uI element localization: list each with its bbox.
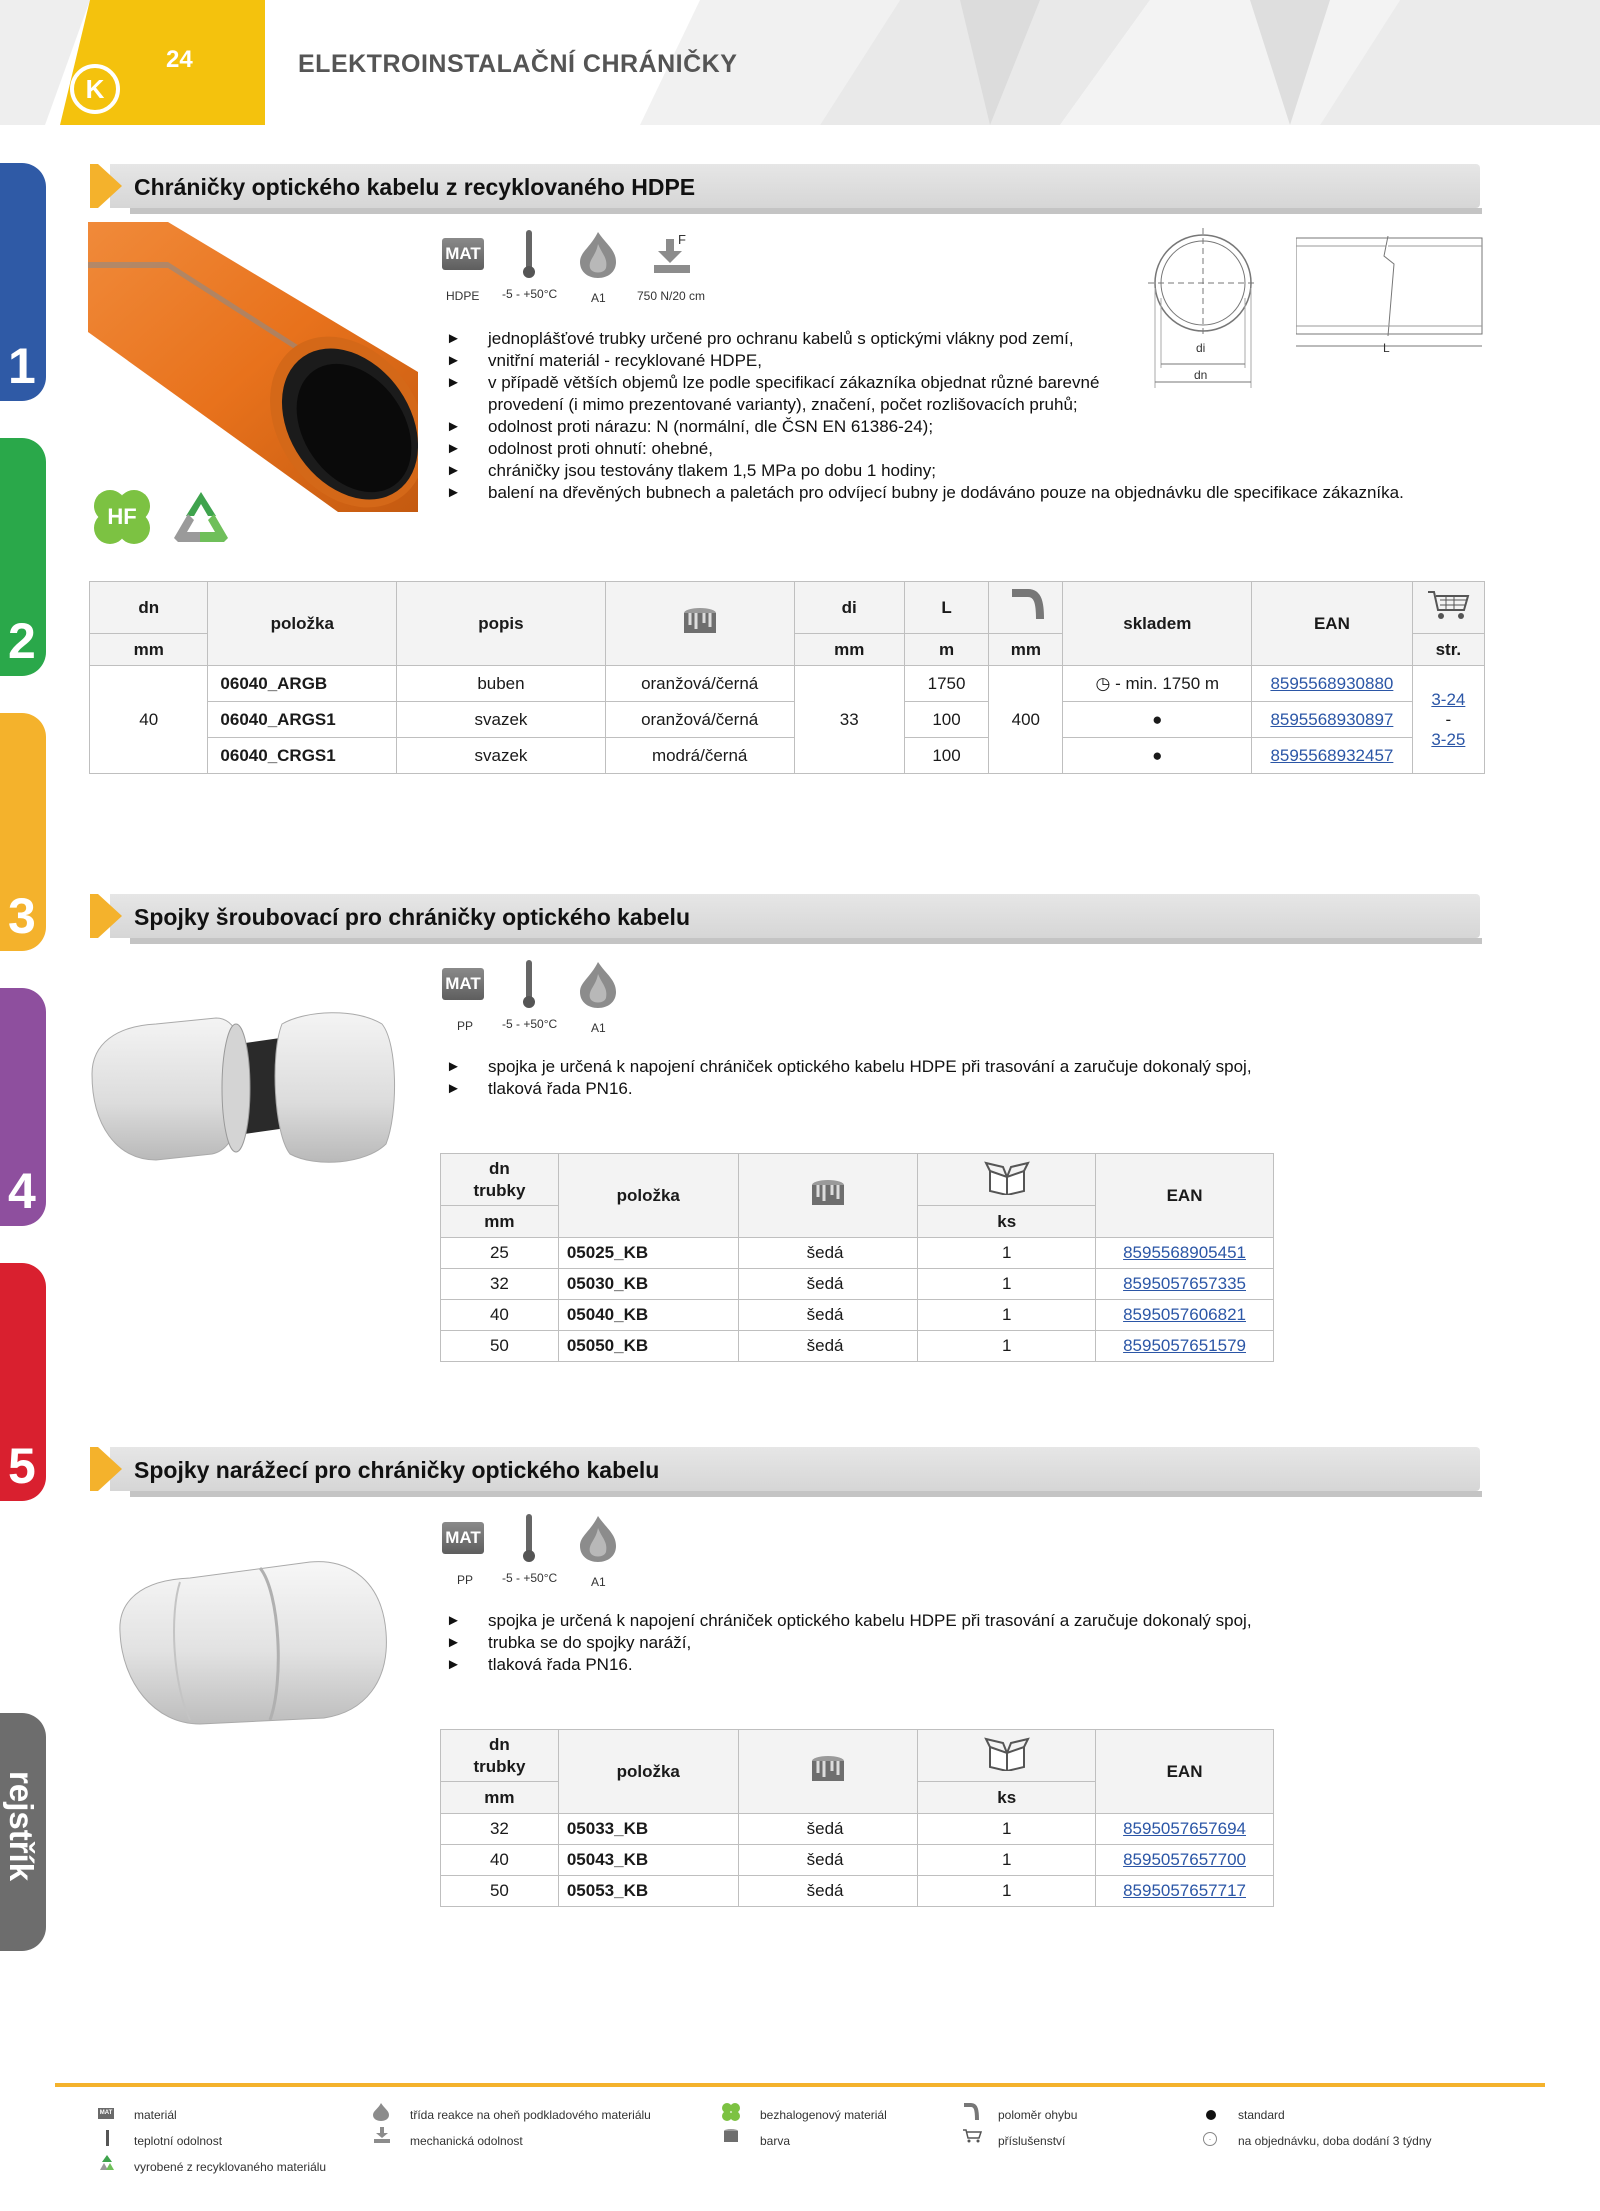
- cell-polozka: 05040_KB: [558, 1300, 738, 1331]
- section-header-push-couplings: [90, 1447, 1490, 1497]
- col-color: [738, 1730, 918, 1814]
- side-tab-label: 2: [8, 613, 36, 669]
- col-di: di: [794, 582, 904, 634]
- cell-dn: 40: [441, 1300, 559, 1331]
- table-row: [90, 738, 1485, 774]
- color-icon: [722, 2128, 740, 2144]
- unit-di: mm: [794, 634, 904, 666]
- table-row: [441, 1269, 1274, 1300]
- thermometer-icon: [522, 1514, 536, 1564]
- color-icon: [808, 1177, 848, 1209]
- cell-ean[interactable]: [1096, 1876, 1274, 1907]
- cell-dn: 25: [441, 1238, 559, 1269]
- list-item: ► balení na dřevěných bubnech a paletách pro odvíjecí bubny je dodáváno pouze na objednávku dle specifikace zákazníka.: [446, 482, 1476, 504]
- cell-color: modrá/černá: [605, 738, 794, 774]
- col-dn-trubky: [441, 1730, 559, 1782]
- drawing-label-dn: dn: [1194, 368, 1208, 382]
- table-row: [441, 1845, 1274, 1876]
- cell-ks: 1: [918, 1238, 1096, 1269]
- screw-coupling-image: [86, 1004, 398, 1172]
- cell-L: 1750: [904, 666, 988, 702]
- ean-link[interactable]: 8595057657694: [1123, 1819, 1246, 1838]
- section-header-screw-couplings: [90, 894, 1490, 944]
- dn-label: dn: [489, 1734, 510, 1754]
- flame-icon: [372, 2102, 390, 2122]
- col-polozka: položka: [208, 582, 397, 666]
- unit-ks: ks: [918, 1206, 1096, 1238]
- cell-dn: 32: [441, 1814, 559, 1845]
- mechanical-value: 750 N/20 cm: [637, 289, 706, 303]
- side-tab-index[interactable]: [0, 1713, 46, 1951]
- cell-popis: svazek: [397, 738, 606, 774]
- side-tab-5[interactable]: [0, 1263, 46, 1501]
- color-icon: [680, 605, 720, 637]
- page-header: [0, 0, 1600, 125]
- ean-link[interactable]: 8595568930880: [1270, 673, 1394, 693]
- cell-popis: svazek: [397, 702, 606, 738]
- list-item: ► spojka je určená k napojení chrániček optického kabelu HDPE při trasování a zaručuje dokonalý spoj,: [446, 1056, 1446, 1078]
- legend-mechanical: mechanická odolnost: [410, 2134, 523, 2148]
- cell-dn: 50: [441, 1331, 559, 1362]
- unit-dn: mm: [441, 1782, 559, 1814]
- col-dn: dn: [90, 582, 208, 634]
- cell-polozka: 05025_KB: [558, 1238, 738, 1269]
- cell-bend: 400: [989, 666, 1063, 774]
- material-icon: MAT: [98, 2108, 114, 2119]
- halogen-free-icon: [92, 488, 152, 546]
- cart-icon: [962, 2128, 982, 2144]
- cell-ean[interactable]: [1252, 702, 1413, 738]
- ean-link[interactable]: 8595057651579: [1123, 1336, 1246, 1355]
- table-row: [441, 1331, 1274, 1362]
- section-title: Spojky narážecí pro chráničky optického kabelu: [134, 1457, 660, 1483]
- material-value: PP: [457, 1019, 474, 1033]
- col-package: [918, 1154, 1096, 1206]
- legend-material: materiál: [134, 2108, 177, 2122]
- cell-di: 33: [794, 666, 904, 774]
- list-item: ► v případě větších objemů lze podle specifikací zákazníka objednat různé barevné provedení (i mimo prezentované varianty), značení, počet rozlišovacích pruhů;: [446, 372, 1146, 416]
- table-row: [441, 1876, 1274, 1907]
- thermometer-icon: [522, 230, 536, 280]
- list-item: ► tlaková řada PN16.: [446, 1078, 1446, 1100]
- cell-color: oranžová/černá: [605, 702, 794, 738]
- ean-link[interactable]: 8595568905451: [1123, 1243, 1246, 1262]
- cell-dn: 40: [90, 666, 208, 774]
- side-tab-4[interactable]: [0, 988, 46, 1226]
- cell-ean[interactable]: [1096, 1845, 1274, 1876]
- unit-dn: mm: [90, 634, 208, 666]
- cell-str: [1412, 666, 1484, 774]
- halogen-free-icon: [721, 2102, 741, 2122]
- ean-link[interactable]: 8595057657700: [1123, 1850, 1246, 1869]
- table-row: [90, 702, 1485, 738]
- cell-ean[interactable]: [1096, 1814, 1274, 1845]
- drawing-label-L: L: [1383, 341, 1390, 355]
- recycled-icon: [98, 2154, 116, 2172]
- col-ean: EAN: [1096, 1730, 1274, 1814]
- ean-link[interactable]: 8595568930897: [1270, 709, 1394, 729]
- side-tab-label: 5: [8, 1438, 36, 1494]
- bend-radius-icon: [1008, 587, 1044, 623]
- material-value: HDPE: [446, 289, 480, 303]
- ean-link[interactable]: 8595057657335: [1123, 1274, 1246, 1293]
- cell-polozka: 06040_CRGS1: [208, 738, 397, 774]
- legend-temperature: teplotní odolnost: [134, 2134, 223, 2148]
- page-number: 24: [166, 46, 193, 73]
- cell-color: šedá: [738, 1876, 918, 1907]
- cell-ks: 1: [918, 1845, 1096, 1876]
- material-value: PP: [457, 1573, 474, 1587]
- trubky-label: trubky: [473, 1756, 526, 1776]
- cell-color: šedá: [738, 1814, 918, 1845]
- table-row: [441, 1814, 1274, 1845]
- list-item: ► tlaková řada PN16.: [446, 1654, 1446, 1676]
- list-item: ► odolnost proti nárazu: N (normální, dle ČSN EN 61386-24);: [446, 416, 1476, 438]
- legend-fire: třída reakce na oheň podkladového materiálu: [410, 2108, 651, 2122]
- material-icon: MAT: [442, 1522, 484, 1554]
- force-label: F: [678, 232, 686, 247]
- cell-ks: 1: [918, 1876, 1096, 1907]
- push-coupling-image: [110, 1552, 398, 1732]
- legend-color: barva: [760, 2134, 791, 2148]
- cell-ks: 1: [918, 1331, 1096, 1362]
- legend-halogen-free: bezhalogenový materiál: [760, 2108, 887, 2122]
- dn-label: dn: [489, 1158, 510, 1178]
- col-L: L: [904, 582, 988, 634]
- standard-dot-icon: [1206, 2110, 1216, 2120]
- cell-ean[interactable]: [1252, 666, 1413, 702]
- unit-bend: mm: [989, 634, 1063, 666]
- cell-polozka: 05030_KB: [558, 1269, 738, 1300]
- clock-icon: ·: [1203, 2132, 1217, 2146]
- ean-link[interactable]: 8595057657717: [1123, 1881, 1246, 1900]
- list-item: ► vnitřní materiál - recyklované HDPE,: [446, 350, 1476, 372]
- col-package: [918, 1730, 1096, 1782]
- cell-color: šedá: [738, 1331, 918, 1362]
- flame-icon: [576, 960, 620, 1010]
- side-tab-label: 4: [8, 1163, 36, 1219]
- color-icon: [808, 1753, 848, 1785]
- mechanical-resistance-icon: [372, 2126, 392, 2144]
- temperature-value: -5 - +50°C: [502, 1017, 558, 1031]
- col-skladem: skladem: [1063, 582, 1252, 666]
- recycled-icon: [168, 488, 234, 548]
- unit-ks: ks: [918, 1782, 1096, 1814]
- col-accessories: [1412, 582, 1484, 634]
- col-color: [605, 582, 794, 666]
- cell-ean[interactable]: [1096, 1269, 1274, 1300]
- cell-popis: buben: [397, 666, 606, 702]
- cell-ean[interactable]: [1096, 1331, 1274, 1362]
- side-tab-label: 3: [8, 888, 36, 944]
- section-title: Chráničky optického kabelu z recyklovaného HDPE: [134, 174, 696, 200]
- hdpe-products-table: [89, 581, 1485, 774]
- box-icon: [984, 1735, 1030, 1771]
- legend-accessories: příslušenství: [998, 2134, 1066, 2148]
- legend-bend-radius: poloměr ohybu: [998, 2108, 1078, 2122]
- screw-coupling-features-list: [446, 1056, 1446, 1100]
- header-background-polygons: [0, 0, 1600, 125]
- page-range-separator: -: [1445, 709, 1452, 729]
- drawing-label-di: di: [1196, 341, 1206, 355]
- list-item: ► jednoplášťové trubky určené pro ochranu kabelů s optickými vlákny pod zemí,: [446, 328, 1476, 350]
- chapter-title: ELEKTROINSTALAČNÍ CHRÁNIČKY: [298, 50, 738, 78]
- cell-color: šedá: [738, 1300, 918, 1331]
- cell-ean[interactable]: [1096, 1300, 1274, 1331]
- thermometer-icon: [106, 2130, 109, 2146]
- flame-icon: [576, 1514, 620, 1564]
- list-item: ► chráničky jsou testovány tlakem 1,5 MPa po dobu 1 hodiny;: [446, 460, 1476, 482]
- side-tab-1[interactable]: [0, 163, 46, 401]
- legend-recycled: vyrobené z recyklovaného materiálu: [134, 2160, 327, 2174]
- col-polozka: položka: [558, 1730, 738, 1814]
- side-tab-label: 1: [8, 338, 36, 394]
- cell-polozka: 05033_KB: [558, 1814, 738, 1845]
- cell-ks: 1: [918, 1300, 1096, 1331]
- cell-ean[interactable]: [1096, 1238, 1274, 1269]
- trubky-label: trubky: [473, 1180, 526, 1200]
- col-dn-trubky: [441, 1154, 559, 1206]
- section-header-hdpe: [90, 164, 1490, 214]
- cell-dn: 40: [441, 1845, 559, 1876]
- push-couplings-table: [440, 1729, 1274, 1907]
- col-popis: popis: [397, 582, 606, 666]
- col-ean: EAN: [1096, 1154, 1274, 1238]
- page-link[interactable]: 3-24: [1431, 689, 1466, 709]
- temperature-value: -5 - +50°C: [502, 287, 558, 301]
- unit-dn: mm: [441, 1206, 559, 1238]
- cell-L: 100: [904, 738, 988, 774]
- cell-dn: 32: [441, 1269, 559, 1300]
- fire-class-value: A1: [591, 1021, 606, 1035]
- temperature-value: -5 - +50°C: [502, 1571, 558, 1585]
- cart-icon: [1426, 588, 1470, 622]
- ean-link[interactable]: 8595057606821: [1123, 1305, 1246, 1324]
- col-polozka: položka: [558, 1154, 738, 1238]
- thermometer-icon: [522, 960, 536, 1010]
- hdpe-pipe-image: [88, 222, 418, 512]
- list-item: ► spojka je určená k napojení chrániček optického kabelu HDPE při trasování a zaručuje dokonalý spoj,: [446, 1610, 1446, 1632]
- table-row: [90, 666, 1485, 702]
- cell-skladem: ◷ - min. 1750 m: [1063, 666, 1252, 702]
- cell-color: oranžová/černá: [605, 666, 794, 702]
- unit-str: str.: [1412, 634, 1484, 666]
- cell-polozka: 05043_KB: [558, 1845, 738, 1876]
- legend-on-order: na objednávku, doba dodání 3 týdny: [1238, 2134, 1432, 2148]
- fire-class-value: A1: [591, 1575, 606, 1589]
- cell-skladem: ●: [1063, 738, 1252, 774]
- table-row: [441, 1238, 1274, 1269]
- cell-color: šedá: [738, 1845, 918, 1876]
- col-bend: [989, 582, 1063, 634]
- side-tab-2[interactable]: [0, 438, 46, 676]
- col-ean: EAN: [1252, 582, 1413, 666]
- cell-polozka: 05050_KB: [558, 1331, 738, 1362]
- side-tab-label: rejstřík: [3, 1771, 40, 1882]
- col-color: [738, 1154, 918, 1238]
- cell-polozka: 06040_ARGS1: [208, 702, 397, 738]
- list-item: ► trubka se do spojky naráží,: [446, 1632, 1446, 1654]
- cell-polozka: 05053_KB: [558, 1876, 738, 1907]
- cell-polozka: 06040_ARGB: [208, 666, 397, 702]
- push-coupling-features-list: [446, 1610, 1446, 1676]
- footer-divider: [55, 2083, 1545, 2087]
- hdpe-features-list: [446, 328, 1476, 504]
- company-logo: K: [70, 64, 120, 114]
- list-item: ► odolnost proti ohnutí: ohebné,: [446, 438, 1476, 460]
- cell-skladem: ●: [1063, 702, 1252, 738]
- table-row: [441, 1300, 1274, 1331]
- hf-label: HF: [107, 504, 137, 529]
- material-icon: MAT: [442, 968, 484, 1000]
- material-icon: MAT: [442, 238, 484, 270]
- ean-link[interactable]: 8595568932457: [1270, 745, 1394, 765]
- cell-ks: 1: [918, 1269, 1096, 1300]
- cell-L: 100: [904, 702, 988, 738]
- box-icon: [984, 1159, 1030, 1195]
- page-link[interactable]: 3-25: [1431, 729, 1466, 749]
- cell-ean[interactable]: [1252, 738, 1413, 774]
- cell-ks: 1: [918, 1814, 1096, 1845]
- unit-L: m: [904, 634, 988, 666]
- cell-color: šedá: [738, 1269, 918, 1300]
- bend-radius-icon: [962, 2102, 980, 2122]
- flame-icon: [576, 230, 620, 280]
- cell-dn: 50: [441, 1876, 559, 1907]
- cell-color: šedá: [738, 1238, 918, 1269]
- screw-couplings-table: [440, 1153, 1274, 1362]
- side-tab-3[interactable]: [0, 713, 46, 951]
- section-title: Spojky šroubovací pro chráničky optického kabelu: [134, 904, 690, 930]
- legend-standard: standard: [1238, 2108, 1285, 2122]
- fire-class-value: A1: [591, 291, 606, 305]
- mechanical-resistance-icon: [650, 233, 694, 277]
